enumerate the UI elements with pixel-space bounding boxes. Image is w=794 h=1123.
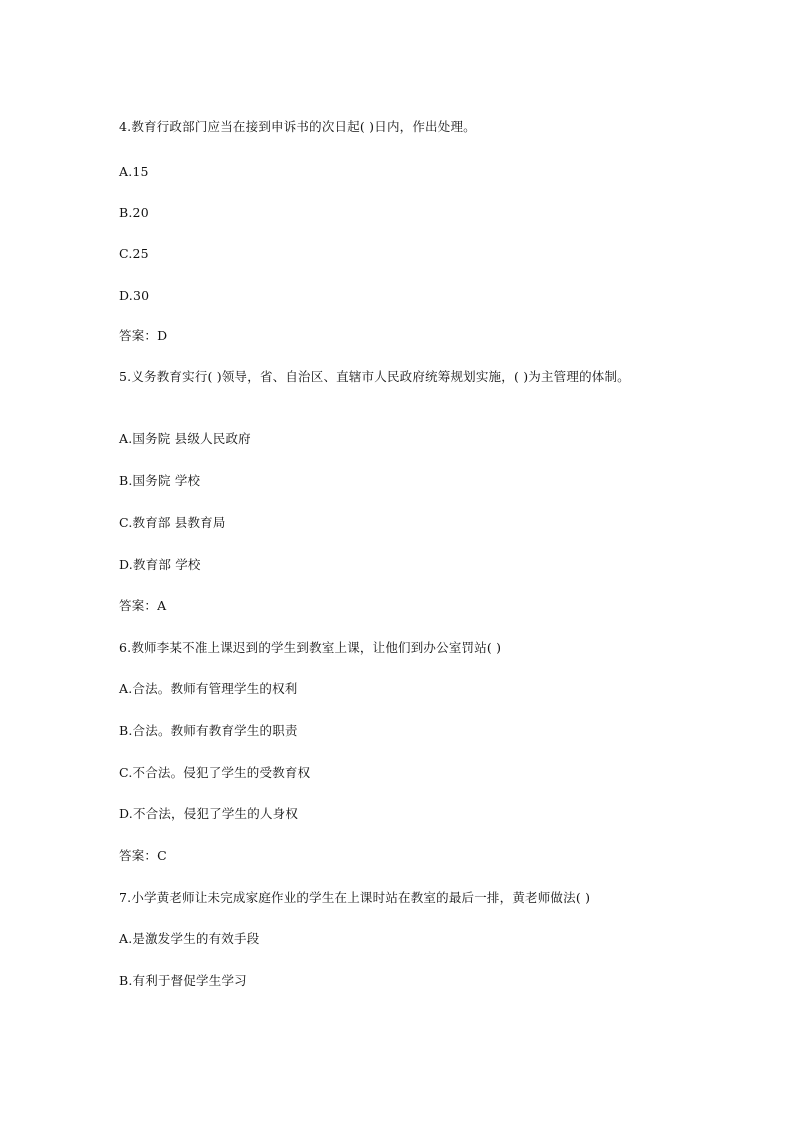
question-4-option-a: A.15 xyxy=(119,164,149,179)
question-4-answer: 答案：D xyxy=(119,328,168,343)
question-6-stem: 6.教师李某不准上课迟到的学生到教室上课，让他们到办公室罚站( ) xyxy=(119,640,502,655)
question-7-option-b: B.有利于督促学生学习 xyxy=(119,973,247,988)
question-4-option-d: D.30 xyxy=(119,288,150,303)
question-7-stem: 7.小学黄老师让未完成家庭作业的学生在上课时站在教室的最后一排，黄老师做法( ) xyxy=(119,890,591,905)
question-6-option-c: C.不合法。侵犯了学生的受教育权 xyxy=(119,765,311,780)
question-5-answer: 答案：A xyxy=(119,598,167,613)
question-6-option-a: A.合法。教师有管理学生的权利 xyxy=(119,681,298,696)
question-5-option-a: A.国务院 县级人民政府 xyxy=(119,431,251,446)
question-6-option-b: B.合法。教师有教育学生的职责 xyxy=(119,723,298,738)
question-6-option-d: D.不合法，侵犯了学生的人身权 xyxy=(119,806,299,821)
question-4-option-b: B.20 xyxy=(119,205,149,220)
question-7-option-a: A.是激发学生的有效手段 xyxy=(119,931,260,946)
question-5-option-d: D.教育部 学校 xyxy=(119,557,201,572)
question-5-option-b: B.国务院 学校 xyxy=(119,473,201,488)
question-5-option-c: C.教育部 县教育局 xyxy=(119,515,226,530)
question-5-stem: 5.义务教育实行( )领导，省、自治区、直辖市人民政府统筹规划实施，( )为主管理的体制。 xyxy=(119,369,630,384)
question-4-option-c: C.25 xyxy=(119,246,149,261)
question-6-answer: 答案：C xyxy=(119,848,167,863)
question-4-stem: 4.教育行政部门应当在接到申诉书的次日起( )日内，作出处理。 xyxy=(119,119,476,134)
